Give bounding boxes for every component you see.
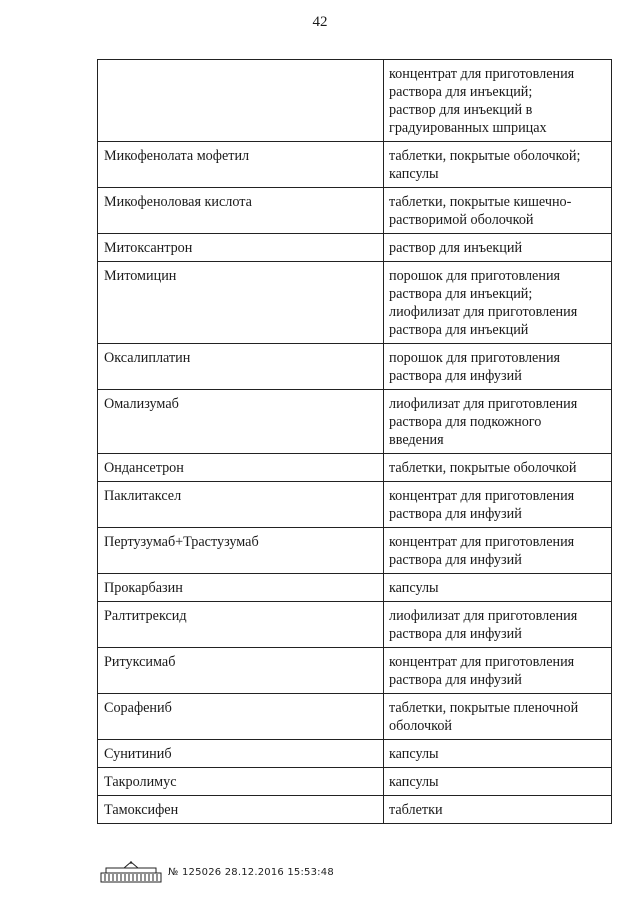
dosage-form-cell — [384, 390, 612, 454]
drug-name: Такролимус — [104, 774, 177, 790]
dosage-form-cell — [384, 796, 612, 824]
drug-name-cell — [98, 262, 384, 344]
drug-name-cell — [98, 234, 384, 262]
drug-name-cell — [98, 390, 384, 454]
drug-name: Сунитиниб — [104, 746, 172, 762]
drug-name: Омализумаб — [104, 396, 179, 412]
drug-name: Микофенолата мофетил — [104, 148, 250, 164]
table-row — [98, 142, 612, 188]
dosage-form-cell — [384, 262, 612, 344]
drug-name-cell — [98, 768, 384, 796]
table-row — [98, 528, 612, 574]
dosage-form-cell — [384, 740, 612, 768]
drug-name: Митоксантрон — [104, 240, 193, 256]
drug-name: Микофеноловая кислота — [104, 194, 252, 210]
drug-name: Тамоксифен — [104, 802, 179, 818]
drug-name: Ритуксимаб — [104, 654, 176, 670]
table-body — [98, 60, 612, 824]
table-row — [98, 694, 612, 740]
dosage-form-cell — [384, 648, 612, 694]
drug-name: Ралтитрексид — [104, 608, 187, 624]
table-row — [98, 740, 612, 768]
table-row — [98, 768, 612, 796]
dosage-form-cell — [384, 60, 612, 142]
document-stamp: № 125026 28.12.2016 15:53:48 — [168, 866, 334, 878]
dosage-form: порошок для приготовления раствора для инфузий — [389, 350, 561, 384]
dosage-form-cell — [384, 344, 612, 390]
table-row — [98, 648, 612, 694]
footer — [100, 861, 334, 883]
dosage-form: таблетки, покрытые оболочкой — [389, 460, 577, 476]
table-row — [98, 60, 612, 142]
dosage-form-cell — [384, 574, 612, 602]
dosage-form: концентрат для приготовления раствора для инфузий — [389, 488, 575, 522]
drug-name-cell — [98, 344, 384, 390]
dosage-form-cell — [384, 768, 612, 796]
drug-name: Митомицин — [104, 268, 177, 284]
dosage-form: капсулы — [389, 746, 439, 762]
drug-name-cell — [98, 694, 384, 740]
dosage-form-cell — [384, 694, 612, 740]
drug-name-cell — [98, 574, 384, 602]
drug-name-cell — [98, 60, 384, 142]
drug-name: Сорафениб — [104, 700, 172, 716]
table-row — [98, 390, 612, 454]
dosage-form-cell — [384, 234, 612, 262]
table-row — [98, 796, 612, 824]
dosage-form-cell — [384, 602, 612, 648]
dosage-form: концентрат для приготовления раствора для инфузий — [389, 654, 575, 688]
page-number: 42 — [312, 14, 328, 30]
drug-name-cell — [98, 454, 384, 482]
table-row — [98, 262, 612, 344]
table-row — [98, 574, 612, 602]
dosage-form: таблетки, покрытые кишечно- растворимой оболочкой — [389, 194, 572, 228]
dosage-form: лиофилизат для приготовления раствора для инфузий — [389, 608, 578, 642]
dosage-form: порошок для приготовления раствора для инъекций; лиофилизат для приготовления раствора для инъекций — [389, 268, 578, 338]
dosage-form-cell — [384, 188, 612, 234]
dosage-form-cell — [384, 454, 612, 482]
dosage-form: таблетки, покрытые оболочкой; капсулы — [389, 148, 581, 182]
drug-name-cell — [98, 142, 384, 188]
drug-name-cell — [98, 796, 384, 824]
drug-name: Прокарбазин — [104, 580, 183, 596]
dosage-form: таблетки — [389, 802, 443, 818]
drug-name-cell — [98, 740, 384, 768]
table-row — [98, 454, 612, 482]
drug-name-cell — [98, 602, 384, 648]
table-row — [98, 234, 612, 262]
drug-name-cell — [98, 188, 384, 234]
table-row — [98, 188, 612, 234]
drug-name: Ондансетрон — [104, 460, 184, 476]
dosage-form-cell — [384, 482, 612, 528]
drug-table — [97, 59, 612, 824]
dosage-form: концентрат для приготовления раствора для инфузий — [389, 534, 575, 568]
dosage-form: раствор для инъекций — [389, 240, 523, 256]
table-row — [98, 602, 612, 648]
drug-name-cell — [98, 482, 384, 528]
government-building-logo-icon — [100, 861, 162, 883]
dosage-form: капсулы — [389, 580, 439, 596]
dosage-form: капсулы — [389, 774, 439, 790]
drug-name: Паклитаксел — [104, 488, 182, 504]
table-row — [98, 482, 612, 528]
drug-name-cell — [98, 648, 384, 694]
dosage-form: таблетки, покрытые пленочной оболочкой — [389, 700, 579, 734]
dosage-form-cell — [384, 528, 612, 574]
dosage-form: лиофилизат для приготовления раствора для подкожного введения — [389, 396, 578, 448]
drug-name: Пертузумаб+Трастузумаб — [104, 534, 259, 550]
drug-name-cell — [98, 528, 384, 574]
drug-name: Оксалиплатин — [104, 350, 191, 366]
dosage-form-cell — [384, 142, 612, 188]
table-row — [98, 344, 612, 390]
dosage-form: концентрат для приготовления раствора для инъекций; раствор для инъекций в градуированных шприцах — [389, 66, 575, 136]
